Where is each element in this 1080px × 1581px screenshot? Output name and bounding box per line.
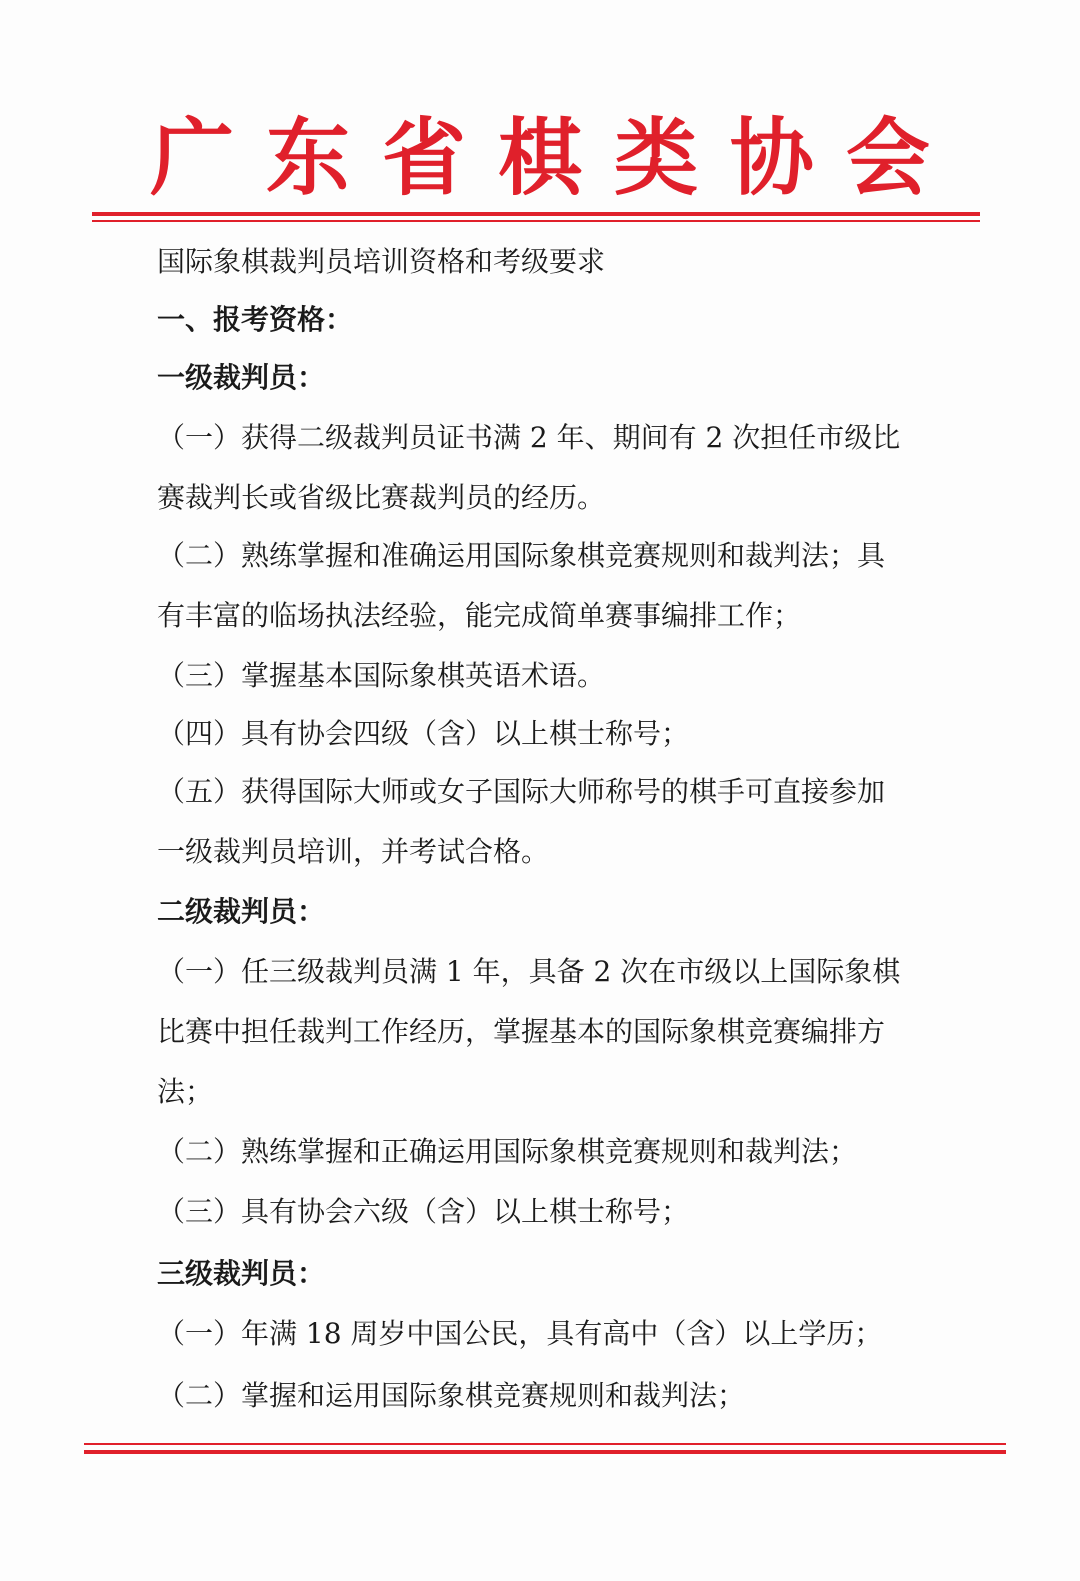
- level1-item2-line1: （二）熟练掌握和准确运用国际象棋竞赛规则和裁判法；具: [157, 539, 886, 572]
- level1-heading: 一级裁判员：: [157, 361, 326, 394]
- letterhead-title: [150, 108, 930, 208]
- letterhead-char: 协: [729, 108, 814, 207]
- level1-item1-line1: （一）获得二级裁判员证书满 2 年、期间有 2 次担任市级比: [157, 421, 901, 454]
- level1-item5-line2: 一级裁判员培训，并考试合格。: [157, 835, 550, 868]
- letterhead-char: 棋: [497, 108, 582, 207]
- level1-item4: （四）具有协会四级（含）以上棋士称号；: [157, 717, 690, 750]
- letterhead-char: 东: [265, 108, 350, 207]
- letterhead-char: 类: [613, 108, 698, 207]
- letterhead-char: 省: [381, 108, 466, 207]
- level2-item1-line1: （一）任三级裁判员满 1 年，具备 2 次在市级以上国际象棋: [157, 955, 901, 988]
- level2-item1-line2: 比赛中担任裁判工作经历，掌握基本的国际象棋竞赛编排方: [157, 1015, 886, 1048]
- level2-item3: （三）具有协会六级（含）以上棋士称号；: [157, 1195, 690, 1228]
- footer-rule-thin: [84, 1443, 1006, 1445]
- level3-item1: （一）年满 18 周岁中国公民，具有高中（含）以上学历；: [157, 1317, 883, 1350]
- letterhead-char: 广: [150, 108, 235, 207]
- section-heading: 一、报考资格：: [157, 303, 354, 336]
- level1-item3: （三）掌握基本国际象棋英语术语。: [157, 659, 606, 692]
- header-rule-thick: [92, 212, 980, 216]
- level1-item5-line1: （五）获得国际大师或女子国际大师称号的棋手可直接参加: [157, 775, 886, 808]
- header-rule-thin: [92, 220, 980, 222]
- level3-heading: 三级裁判员：: [157, 1257, 326, 1290]
- document-title: 国际象棋裁判员培训资格和考级要求: [157, 245, 606, 278]
- level2-item1-line3: 法；: [157, 1075, 214, 1108]
- level1-item1-line2: 赛裁判长或省级比赛裁判员的经历。: [157, 481, 606, 514]
- footer-rule-thick: [84, 1450, 1006, 1454]
- level2-heading: 二级裁判员：: [157, 895, 326, 928]
- level2-item2: （二）熟练掌握和正确运用国际象棋竞赛规则和裁判法；: [157, 1135, 858, 1168]
- level1-item2-line2: 有丰富的临场执法经验，能完成简单赛事编排工作；: [157, 599, 802, 632]
- level3-item2: （二）掌握和运用国际象棋竞赛规则和裁判法；: [157, 1379, 746, 1412]
- letterhead-char: 会: [845, 108, 930, 207]
